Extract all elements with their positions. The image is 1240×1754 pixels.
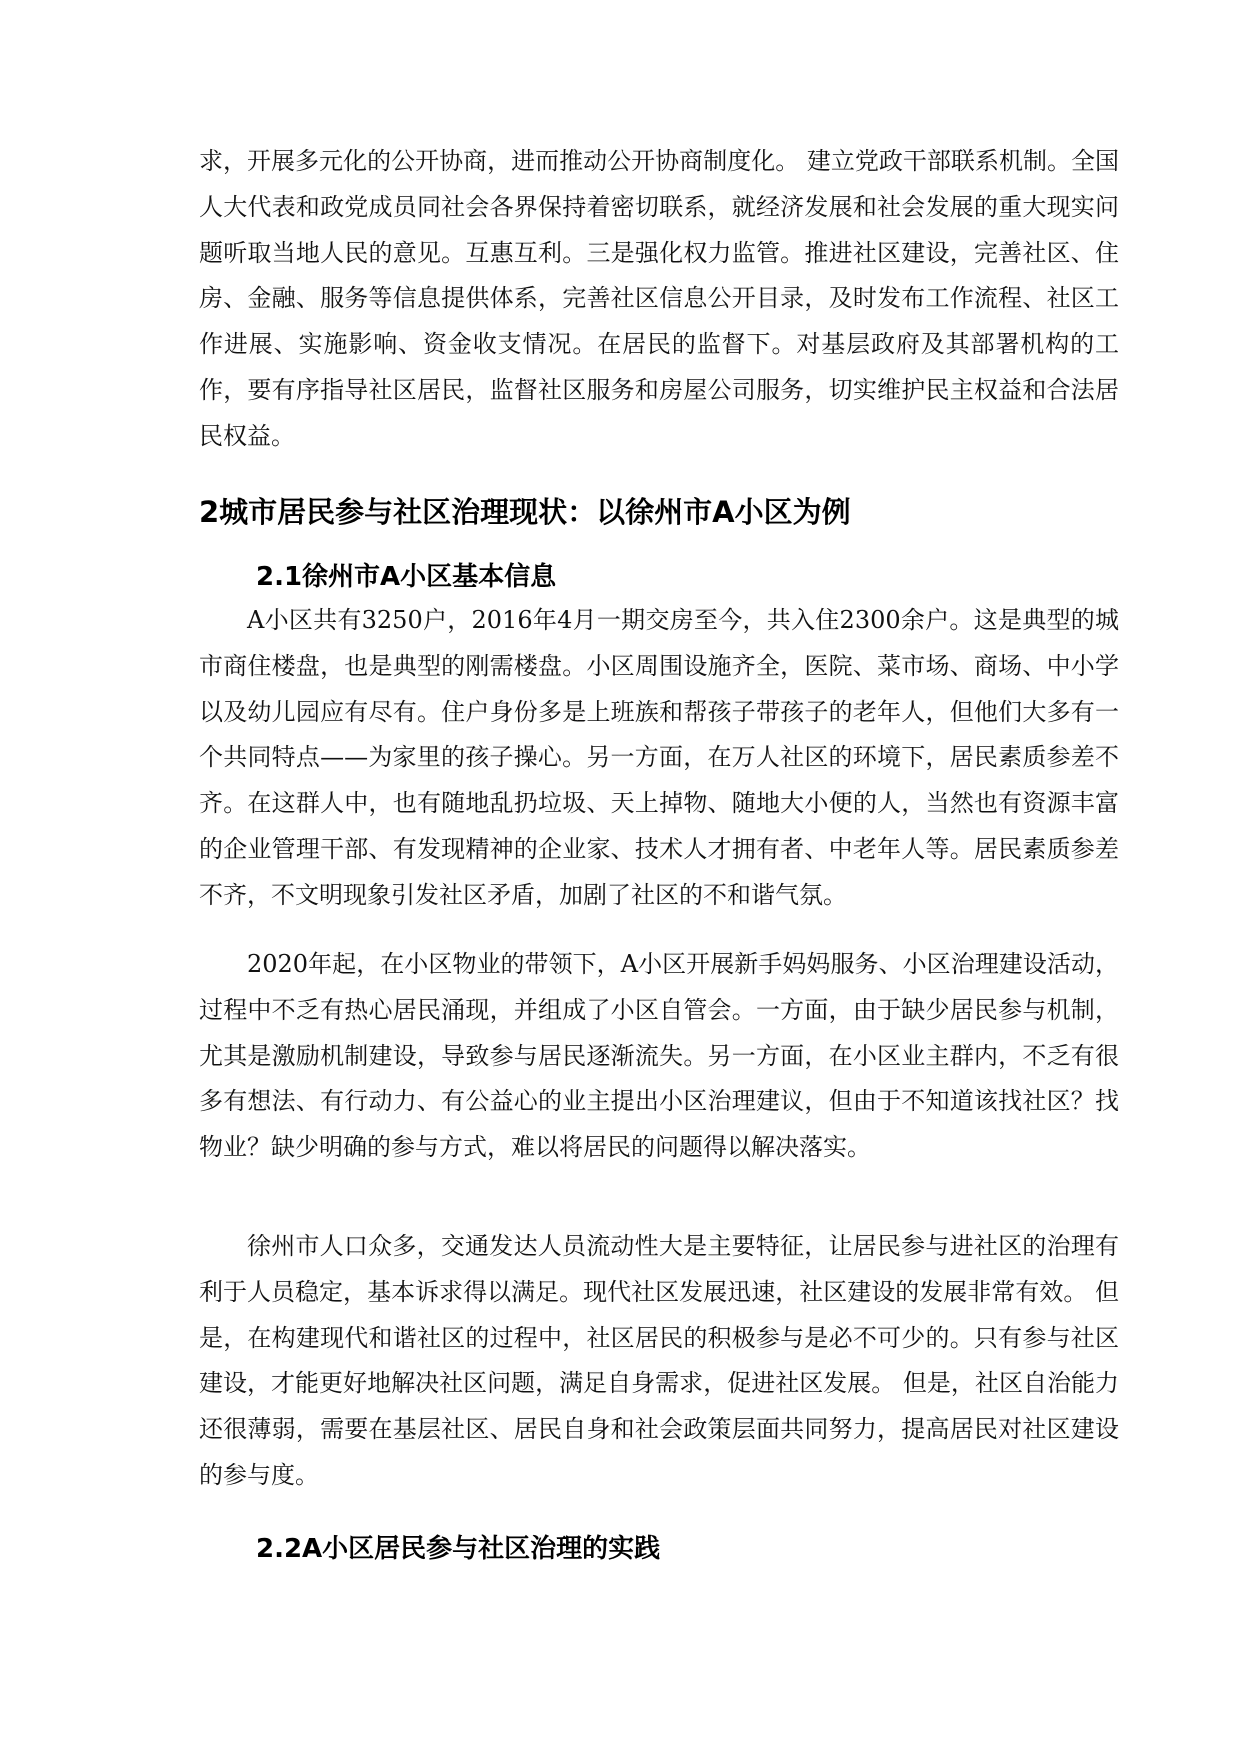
paragraph-xuzhou-overview: 徐州市人口众多，交通发达人员流动性大是主要特征，让居民参与进社区的治理有利于人员稳定，基本诉求得以满足。现代社区发展迅速，社区建设的发展非常有效。 但是，在构建现代和谐社区的过程中，社区居民的积极参与是必不可少的。只有参与社区建设，才能更好地解决社区问题，满足自身需求，促进社区发展。 但是，社区自治能力还很薄弱，需要在基层社区、居民自身和社会政策层面共同努力，提高居民对社区建设的参与度。 <box>199 1232 1119 1489</box>
section-heading-2: 2城市居民参与社区治理现状：以徐州市A小区为例 <box>199 495 851 529</box>
subsection-heading-2-2: 2.2A小区居民参与社区治理的实践 <box>256 1534 661 1564</box>
paragraph-governance-activities: 2020年起，在小区物业的带领下，A小区开展新手妈妈服务、小区治理建设活动，过程中不乏有热心居民涌现，并组成了小区自管会。一方面，由于缺少居民参与机制，尤其是激励机制建设，导致参与居民逐渐流失。另一方面，在小区业主群内，不乏有很多有想法、有行动力、有公益心的业主提出小区治理建议，但由于不知道该找社区？找物业？缺少明确的参与方式，难以将居民的问题得以解决落实。 <box>199 950 1119 1162</box>
subsection-heading-2-1: 2.1徐州市A小区基本信息 <box>256 562 557 592</box>
paragraph-continued: 求，开展多元化的公开协商，进而推动公开协商制度化。 建立党政干部联系机制。全国人大代表和政党成员同社会各界保持着密切联系，就经济发展和社会发展的重大现实问题听取当地人民的意见。互惠互利。三是强化权力监管。推进社区建设，完善社区、住房、金融、服务等信息提供体系，完善社区信息公开目录，及时发布工作流程、社区工作进展、实施影响、资金收支情况。在居民的监督下。对基层政府及其部署机构的工作，要有序指导社区居民，监督社区服务和房屋公司服务，切实维护民主权益和合法居民权益。 <box>199 147 1119 450</box>
paragraph-basic-info: A小区共有3250户，2016年4月一期交房至今，共入住2300余户。这是典型的城市商住楼盘，也是典型的刚需楼盘。小区周围设施齐全，医院、菜市场、商场、中小学以及幼儿园应有尽有。住户身份多是上班族和帮孩子带孩子的老年人，但他们大多有一个共同特点——为家里的孩子操心。另一方面，在万人社区的环境下，居民素质参差不齐。在这群人中，也有随地乱扔垃圾、天上掉物、随地大小便的人，当然也有资源丰富的企业管理干部、有发现精神的企业家、技术人才拥有者、中老年人等。居民素质参差不齐，不文明现象引发社区矛盾，加剧了社区的不和谐气氛。 <box>199 606 1119 909</box>
